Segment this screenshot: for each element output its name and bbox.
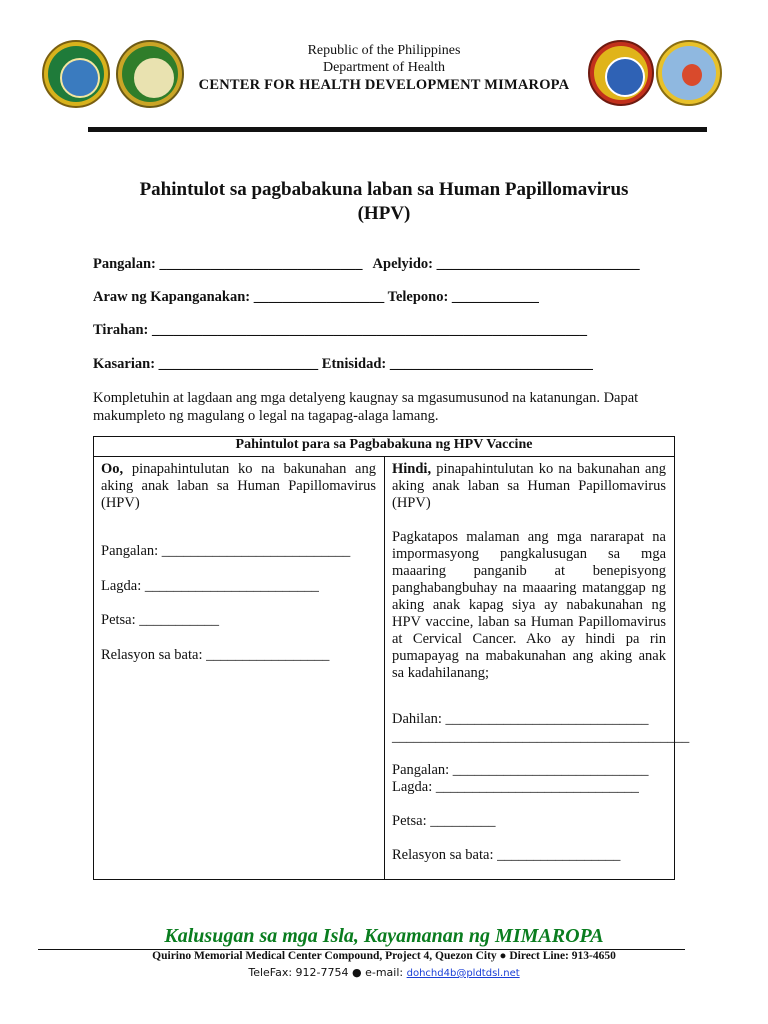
consent-yes-name-field[interactable]: Pangalan: __________________________ bbox=[101, 543, 351, 559]
consent-yes-date-field[interactable]: Petsa: ___________ bbox=[101, 612, 220, 628]
consent-no-column bbox=[385, 457, 690, 880]
page-title-sub: (HPV) bbox=[357, 203, 411, 224]
consent-no-statement[interactable] bbox=[392, 461, 666, 512]
field-birthdate-phone[interactable]: Araw ng Kapanganakan: __________________ Telepono: ____________ bbox=[93, 289, 539, 305]
consent-no-reason-field[interactable]: Dahilan: ____________________________ bbox=[392, 711, 649, 727]
footer-telefax: TeleFax: 912-7754 ● e-mail: bbox=[248, 966, 407, 979]
consent-yes-label: Oo, bbox=[101, 461, 124, 477]
consent-no-body: Pagkatapos malaman ang mga nararapat na impormasyong pangkalusugan sa mga maaaring panganib at benepisyong panghabangbuhay na maaaring matanggap ng aking anak kapag siya ay nabakunahan ng HPV vaccine, laban sa Human Papillomavirus at Cervical Cancer. Ako ay hindi pa rin pumapayag na mabakunahan ang aking anak sa kadahilanang; bbox=[392, 529, 666, 681]
consent-no-date-field[interactable]: Petsa: _________ bbox=[392, 813, 496, 829]
instructions-text: Kompletuhin at lagdaan ang mga detalyeng kaugnay sa mgasumusunod na katanungan. Dapat makumpleto ng magulang o legal na tagapag-alaga lamang. bbox=[93, 390, 639, 424]
field-name-surname[interactable]: Pangalan: ____________________________ Apelyido: ____________________________ bbox=[93, 256, 640, 272]
footer-contact bbox=[0, 966, 768, 979]
header-divider bbox=[88, 127, 707, 132]
consent-table-header: Pahintulot para sa Pagbabakuna ng HPV Vaccine bbox=[94, 437, 675, 457]
consent-yes-statement[interactable] bbox=[101, 461, 376, 512]
footer-email-link[interactable]: dohchd4b@pldtdsl.net bbox=[406, 968, 520, 979]
consent-no-label: Hindi, bbox=[392, 461, 432, 477]
field-address[interactable]: Tirahan: ____________________________________________________________ bbox=[93, 322, 587, 338]
consent-yes-relation-field[interactable]: Relasyon sa bata: _________________ bbox=[101, 647, 330, 663]
header-republic: Republic of the Philippines bbox=[307, 43, 461, 58]
footer-motto: Kalusugan sa mga Isla, Kayamanan ng MIMAROPA bbox=[164, 925, 604, 947]
header-department: Department of Health bbox=[322, 60, 446, 75]
consent-yes-column bbox=[94, 457, 385, 880]
consent-no-name-field[interactable]: Pangalan: ___________________________ bbox=[392, 762, 649, 778]
consent-yes-signature-field[interactable]: Lagda: ________________________ bbox=[101, 578, 319, 594]
consent-table bbox=[93, 436, 690, 880]
consent-no-signature-field[interactable]: Lagda: ____________________________ bbox=[392, 779, 639, 795]
footer-address: Quirino Memorial Medical Center Compound, Project 4, Quezon City ● Direct Line: 913-4650 bbox=[152, 950, 616, 962]
header-organization: CENTER FOR HEALTH DEVELOPMENT MIMAROPA bbox=[198, 77, 570, 93]
consent-no-reason-line2[interactable]: _________________________________________ bbox=[392, 729, 690, 745]
field-sex-ethnicity[interactable]: Kasarian: ______________________ Etnisidad: ____________________________ bbox=[93, 356, 593, 372]
consent-no-text: pinapahintulutan ko na bakunahan ang aking anak laban sa Human Papillomavirus (HPV) bbox=[392, 461, 666, 511]
consent-no-relation-field[interactable]: Relasyon sa bata: _________________ bbox=[392, 847, 621, 863]
consent-yes-text: pinapahintulutan ko na bakunahan ang aking anak laban sa Human Papillomavirus (HPV) bbox=[101, 461, 376, 511]
page-title: Pahintulot sa pagbabakuna laban sa Human Papillomavirus bbox=[139, 179, 629, 200]
